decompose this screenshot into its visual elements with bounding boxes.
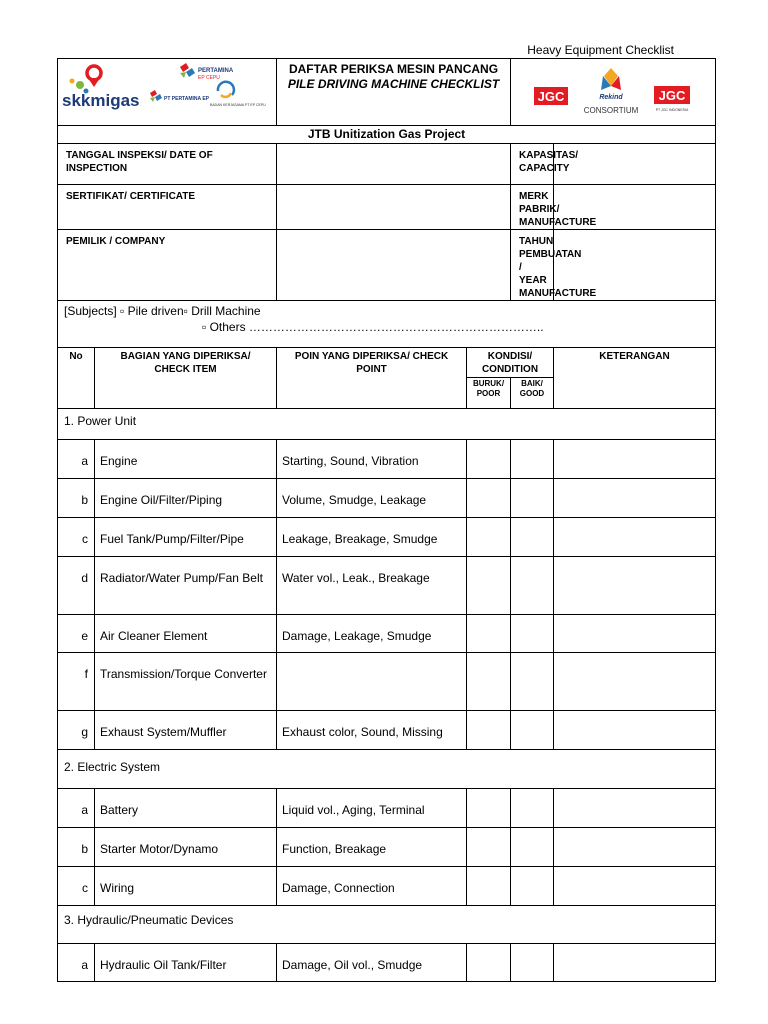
- poor-checkbox[interactable]: [467, 518, 511, 557]
- pertamina-label: PERTAMINA: [198, 68, 234, 74]
- good-checkbox[interactable]: [511, 615, 554, 653]
- date-field[interactable]: [277, 144, 511, 185]
- good-checkbox[interactable]: [511, 557, 554, 615]
- good-checkbox[interactable]: [511, 653, 554, 711]
- section-electric-system: 2. Electric System: [58, 750, 716, 789]
- title-indonesian: DAFTAR PERIKSA MESIN PANCANG: [288, 62, 499, 76]
- row-item: Starter Motor/Dynamo: [95, 828, 277, 867]
- checklist-table: [57, 58, 716, 982]
- rekind-star-icon: [601, 68, 621, 90]
- remarks-field[interactable]: [554, 711, 716, 750]
- pertamina-sub-label: EP CEPU: [198, 75, 220, 81]
- row-point: Damage, Leakage, Smudge: [277, 615, 467, 653]
- row-item: Battery: [95, 789, 277, 828]
- row-no: g: [58, 711, 95, 750]
- logo-cell-right: [511, 59, 716, 126]
- good-checkbox[interactable]: [511, 518, 554, 557]
- poor-checkbox[interactable]: [467, 479, 511, 518]
- project-name: JTB Unitization Gas Project: [58, 126, 716, 144]
- remarks-field[interactable]: [554, 944, 716, 982]
- poor-checkbox[interactable]: [467, 440, 511, 479]
- col-remarks: KETERANGAN: [554, 348, 716, 409]
- good-checkbox[interactable]: [511, 711, 554, 750]
- good-checkbox[interactable]: [511, 440, 554, 479]
- row-item: Fuel Tank/Pump/Filter/Pipe: [95, 518, 277, 557]
- certificate-field[interactable]: [277, 185, 511, 230]
- table-row: [58, 653, 716, 711]
- poor-checkbox[interactable]: [467, 557, 511, 615]
- col-good: BAIK/ GOOD: [511, 378, 554, 409]
- col-poor: BURUK/ POOR: [467, 378, 511, 409]
- company-field[interactable]: [277, 230, 511, 301]
- subjects-line2: ▫ Others ………………………………………………………………..: [202, 320, 544, 334]
- remarks-field[interactable]: [554, 867, 716, 906]
- table-row: [58, 789, 716, 828]
- good-checkbox[interactable]: [511, 828, 554, 867]
- row-no: d: [58, 557, 95, 615]
- jgc-logo-right: JGC: [658, 88, 686, 103]
- pertamina-ep-label: PT PERTAMINA EP: [164, 96, 210, 102]
- remarks-field[interactable]: [554, 518, 716, 557]
- row-item: Radiator/Water Pump/Fan Belt: [95, 557, 277, 615]
- row-no: f: [58, 653, 95, 711]
- row-point: Liquid vol., Aging, Terminal: [277, 789, 467, 828]
- row-no: a: [58, 944, 95, 982]
- table-row: [58, 711, 716, 750]
- certificate-label: SERTIFIKAT/ CERTIFICATE: [58, 185, 277, 230]
- col-condition: KONDISI/ CONDITION: [467, 348, 554, 378]
- row-item: Engine Oil/Filter/Piping: [95, 479, 277, 518]
- subjects-cell: [58, 301, 716, 348]
- row-point: Function, Breakage: [277, 828, 467, 867]
- table-row: [58, 615, 716, 653]
- year-label: TAHUN PEMBUATAN / YEAR MANUFACTURE: [511, 230, 554, 301]
- row-item: Transmission/Torque Converter: [95, 653, 277, 711]
- good-checkbox[interactable]: [511, 944, 554, 982]
- rekind-label: Rekind: [599, 94, 623, 101]
- pertamina-ep-icon: [150, 90, 162, 102]
- row-no: c: [58, 518, 95, 557]
- row-point: Exhaust color, Sound, Missing: [277, 711, 467, 750]
- capacity-label: KAPASITAS/ CAPACITY: [511, 144, 554, 185]
- row-no: b: [58, 828, 95, 867]
- row-item: Hydraulic Oil Tank/Filter: [95, 944, 277, 982]
- logo-cell-left: [58, 59, 277, 126]
- good-checkbox[interactable]: [511, 867, 554, 906]
- poor-checkbox[interactable]: [467, 711, 511, 750]
- page-header-label: Heavy Equipment Checklist: [527, 43, 674, 57]
- table-row: [58, 828, 716, 867]
- poor-checkbox[interactable]: [467, 944, 511, 982]
- section-power-unit: 1. Power Unit: [58, 409, 716, 440]
- date-label: TANGGAL INSPEKSI/ DATE OF INSPECTION: [58, 144, 277, 185]
- jgc-logo-left: JGC: [537, 89, 565, 104]
- row-no: a: [58, 440, 95, 479]
- poor-checkbox[interactable]: [467, 615, 511, 653]
- col-check-point: POIN YANG DIPERIKSA/ CHECK POINT: [277, 348, 467, 409]
- table-row: [58, 557, 716, 615]
- table-row: [58, 518, 716, 557]
- remarks-field[interactable]: [554, 828, 716, 867]
- good-checkbox[interactable]: [511, 479, 554, 518]
- title-cell: [277, 59, 511, 126]
- row-point: Leakage, Breakage, Smudge: [277, 518, 467, 557]
- consortium-label: CONSORTIUM: [583, 106, 639, 115]
- table-row: [58, 440, 716, 479]
- skkmigas-pertamina-logos: [58, 59, 277, 120]
- skkmigas-logo: skkmigas: [62, 91, 140, 110]
- row-point: Volume, Smudge, Leakage: [277, 479, 467, 518]
- remarks-field[interactable]: [554, 653, 716, 711]
- row-no: e: [58, 615, 95, 653]
- poor-checkbox[interactable]: [467, 653, 511, 711]
- pertamina-logo-icon: [180, 63, 195, 78]
- subjects-line1: [Subjects] ▫ Pile driven▫ Drill Machine: [64, 304, 261, 318]
- skkmigas-pin-icon: [70, 66, 102, 94]
- good-checkbox[interactable]: [511, 789, 554, 828]
- row-item: Engine: [95, 440, 277, 479]
- remarks-field[interactable]: [554, 615, 716, 653]
- section-hydraulic: 3. Hydraulic/Pneumatic Devices: [58, 906, 716, 944]
- remarks-field[interactable]: [554, 557, 716, 615]
- table-row: [58, 867, 716, 906]
- row-point: Damage, Connection: [277, 867, 467, 906]
- row-no: a: [58, 789, 95, 828]
- badan-label: BADAN KERJASAMA PT EP CEPU: [210, 103, 266, 107]
- manufacture-label: MERK PABRIK/ MANUFACTURE: [511, 185, 554, 230]
- table-row: [58, 479, 716, 518]
- row-point: Damage, Oil vol., Smudge: [277, 944, 467, 982]
- poor-checkbox[interactable]: [467, 789, 511, 828]
- badan-swirl-icon: [218, 82, 234, 97]
- title-english: PILE DRIVING MACHINE CHECKLIST: [287, 77, 500, 91]
- row-point: Starting, Sound, Vibration: [277, 440, 467, 479]
- col-check-item: BAGIAN YANG DIPERIKSA/ CHECK ITEM: [95, 348, 277, 409]
- remarks-field[interactable]: [554, 440, 716, 479]
- row-no: b: [58, 479, 95, 518]
- row-item: Exhaust System/Muffler: [95, 711, 277, 750]
- poor-checkbox[interactable]: [467, 828, 511, 867]
- remarks-field[interactable]: [554, 479, 716, 518]
- row-point: [277, 653, 467, 711]
- company-label: PEMILIK / COMPANY: [58, 230, 277, 301]
- jgc-indonesia-label: PT JGC INDONESIA: [655, 108, 689, 112]
- row-item: Wiring: [95, 867, 277, 906]
- poor-checkbox[interactable]: [467, 867, 511, 906]
- row-no: c: [58, 867, 95, 906]
- remarks-field[interactable]: [554, 789, 716, 828]
- row-point: Water vol., Leak., Breakage: [277, 557, 467, 615]
- jgc-rekind-logos: [511, 59, 716, 120]
- row-item: Air Cleaner Element: [95, 615, 277, 653]
- col-no: No: [58, 348, 95, 409]
- table-row: [58, 944, 716, 982]
